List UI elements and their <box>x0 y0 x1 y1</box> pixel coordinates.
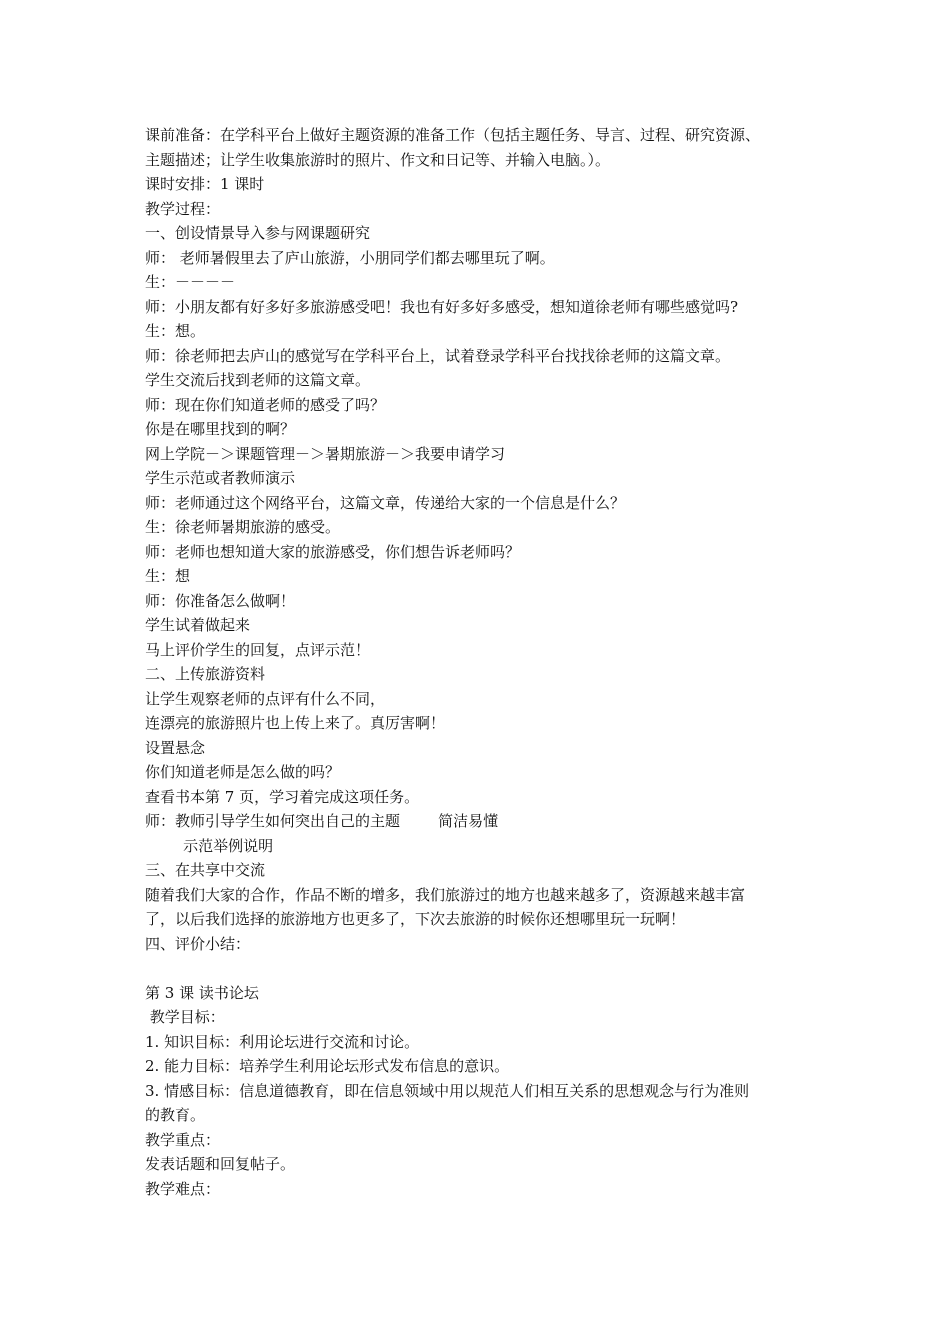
text-line: 让学生观察老师的点评有什么不同， <box>145 689 386 708</box>
text-line: 生：徐老师暑期旅游的感受。 <box>145 518 341 536</box>
text-line: 教学目标： <box>145 1008 225 1026</box>
text-line: 师：你准备怎么做啊！ <box>145 591 296 610</box>
text-line: 1. 知识目标：利用论坛进行交流和讨论。 <box>145 1032 420 1051</box>
text-line: 师：小朋友都有好多好多旅游感受吧！我也有好多好多感受，想知道徐老师有哪些感觉吗? <box>145 297 739 316</box>
text-line: 师：教师引导学生如何突出自己的主题 简洁易懂 <box>145 812 499 830</box>
section-heading: 四、评价小结： <box>145 934 251 953</box>
text-line: 随着我们大家的合作，作品不断的增多，我们旅游过的地方也越来越多了，资源越来越丰富 <box>145 885 746 904</box>
document-body <box>145 123 815 1201</box>
text-line: 示范举例说明 <box>145 836 274 855</box>
text-line: 你们知道老师是怎么做的吗？ <box>145 763 341 781</box>
text-line: 师：现在你们知道老师的感受了吗？ <box>145 395 386 414</box>
text-line: 生：－－－－ <box>145 273 236 291</box>
section-heading: 三、在共享中交流 <box>145 861 266 879</box>
text-line: 网上学院－＞课题管理－＞暑期旅游－＞我要申请学习 <box>145 444 506 463</box>
blank-line <box>145 956 815 981</box>
text-line: 设置悬念 <box>145 738 206 757</box>
text-line: 连漂亮的旅游照片也上传上来了。真厉害啊！ <box>145 714 446 732</box>
text-line: 2. 能力目标：培养学生利用论坛形式发布信息的意识。 <box>145 1057 510 1075</box>
text-line: 教学过程： <box>145 199 221 218</box>
text-line: 查看书本第 7 页，学习着完成这项任务。 <box>145 787 420 806</box>
text-line: 师：老师通过这个网络平台，这篇文章，传递给大家的一个信息是什么？ <box>145 493 626 512</box>
section-heading: 二、上传旅游资料 <box>145 665 266 683</box>
text-line: 发表话题和回复帖子。 <box>145 1155 296 1173</box>
text-line: 主题描述；让学生收集旅游时的照片、作文和日记等、并输入电脑。）。 <box>145 150 611 169</box>
text-line: 生：想 <box>145 567 191 585</box>
text-line: 3. 情感目标：信息道德教育，即在信息领域中用以规范人们相互关系的思想观念与行为准则 <box>145 1081 750 1100</box>
text-line: 教学难点： <box>145 1179 221 1198</box>
text-line: 你是在哪里找到的啊？ <box>145 420 296 438</box>
text-line: 师：徐老师把去庐山的感觉写在学科平台上，试着登录学科平台找找徐老师的这篇文章。 <box>145 346 731 365</box>
text-line: 教学重点： <box>145 1130 221 1149</box>
text-line: 了，以后我们选择的旅游地方也更多了，下次去旅游的时候你还想哪里玩一玩啊！ <box>145 910 686 928</box>
text-line: 学生示范或者教师演示 <box>145 469 296 487</box>
section-heading: 一、创设情景导入参与网课题研究 <box>145 224 371 242</box>
text-line: 师：老师也想知道大家的旅游感受，你们想告诉老师吗？ <box>145 542 521 561</box>
text-line: 学生交流后找到老师的这篇文章。 <box>145 371 371 389</box>
text-line: 马上评价学生的回复，点评示范！ <box>145 640 371 659</box>
text-line: 师： 老师暑假里去了庐山旅游，小朋同学们都去哪里玩了啊。 <box>145 248 555 267</box>
text-line: 课时安排：1 课时 <box>145 175 265 193</box>
lesson-title: 第 3 课 读书论坛 <box>145 983 259 1002</box>
text-line: 的教育。 <box>145 1106 206 1124</box>
text-line: 生：想。 <box>145 322 206 340</box>
text-line: 课前准备：在学科平台上做好主题资源的准备工作（包括主题任务、导言、过程、研究资源、 <box>145 126 761 144</box>
text-line: 学生试着做起来 <box>145 616 251 634</box>
